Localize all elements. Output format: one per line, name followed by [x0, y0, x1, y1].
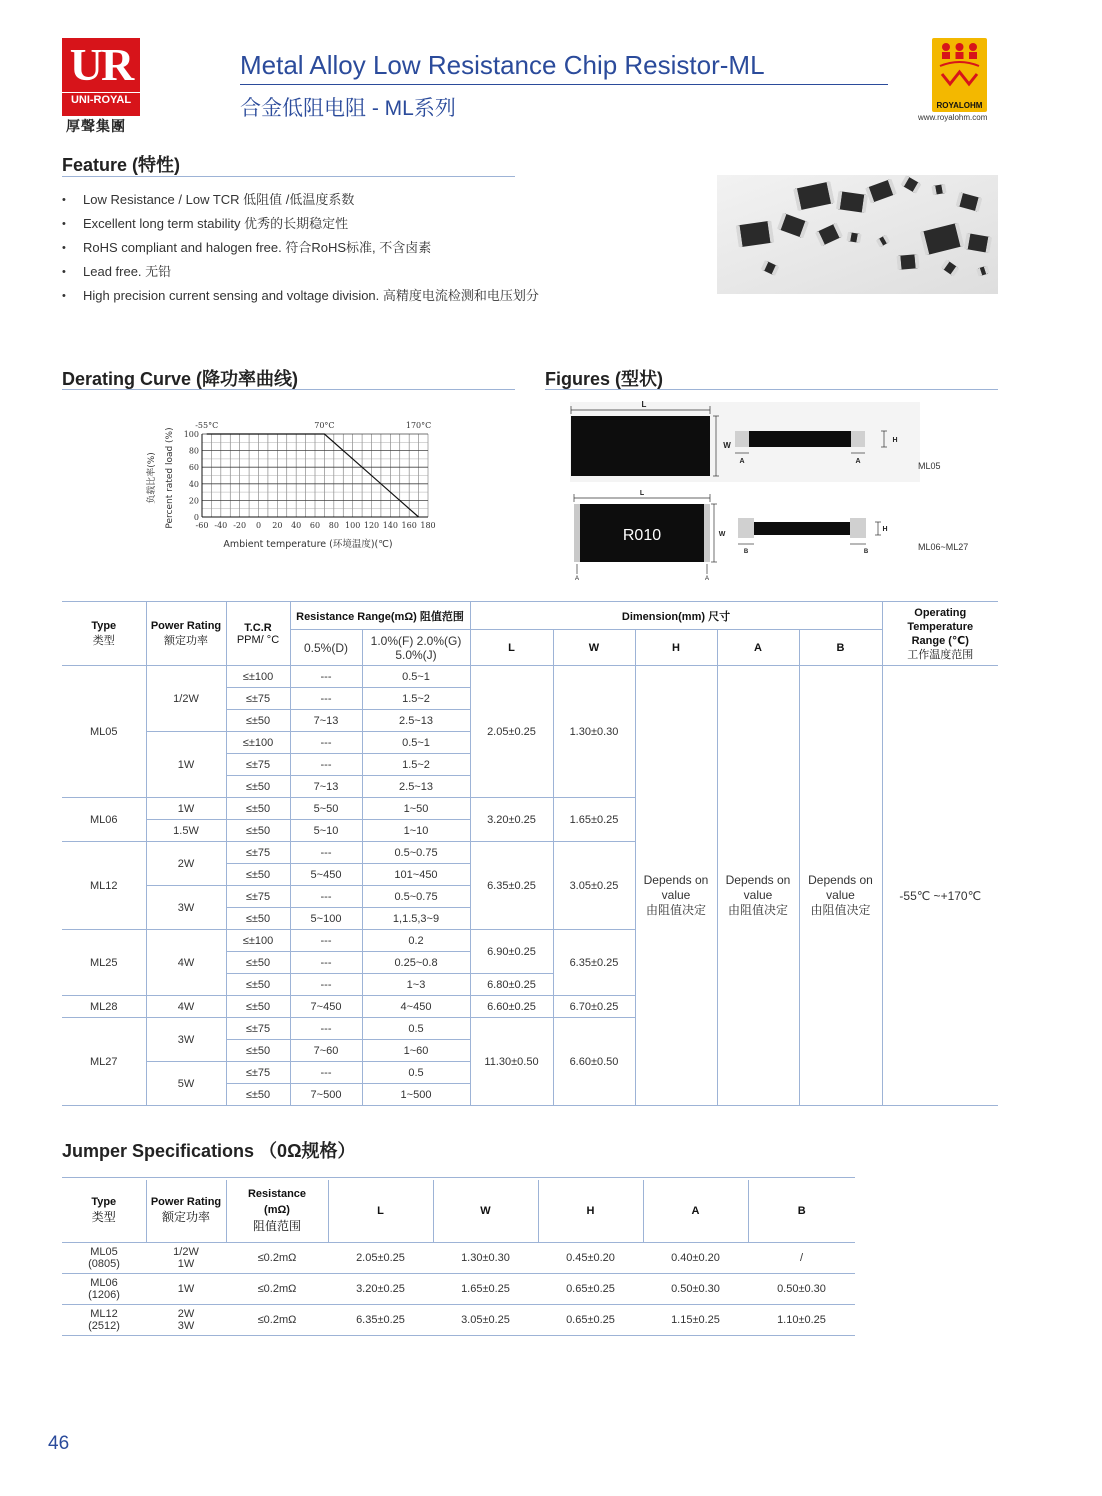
royalohm-brand-text: ROYALOHM [936, 101, 983, 110]
chart-grid [202, 434, 428, 517]
y-tick-label: 80 [188, 446, 199, 456]
logo-chinese-name: 厚聲集團 [66, 119, 126, 135]
feature-item: • Low Resistance / Low TCR 低阻值 /低温度系数 [62, 188, 539, 212]
x-tick-label: 180 [420, 521, 436, 530]
cell-tcr: ≤±75 [226, 754, 290, 776]
th-tcr: T.C.R PPM/ °C [226, 602, 290, 666]
jt-cell-l: 6.35±0.25 [328, 1304, 433, 1335]
logo-uni-royal-text: UNI-ROYAL [62, 92, 140, 107]
th-range-fgj: 1.0%(F) 2.0%(G) 5.0%(J) [362, 630, 470, 666]
th-operating-temp: Operating Temperature Range (℃) 工作温度范围 [882, 602, 998, 666]
depends-text: value [826, 888, 855, 902]
y-tick-label: 0 [193, 513, 199, 522]
cell-range-d: 7~450 [290, 996, 362, 1018]
x-tick-label: 60 [309, 521, 321, 530]
dim-b-label: B [863, 549, 869, 555]
jt-cell-res: ≤0.2mΩ [226, 1273, 328, 1304]
cell-tcr: ≤±50 [226, 710, 290, 732]
depends-text: Depends on [725, 873, 791, 887]
table-row [62, 666, 998, 688]
jt-th-l: L [328, 1180, 433, 1242]
x-tick-label: 0 [255, 521, 262, 530]
top-temp-label: -55°C [195, 421, 219, 430]
cell-power: 3W [146, 1018, 226, 1062]
cell-tcr: ≤±50 [226, 776, 290, 798]
cell-tcr: ≤±75 [226, 886, 290, 908]
cell-tcr: ≤±75 [226, 1018, 290, 1040]
cell-range-fgj: 0.5 [362, 1062, 470, 1084]
dim-h-label: H [882, 526, 888, 533]
cell-power: 3W [146, 886, 226, 930]
table-row [62, 1242, 855, 1273]
cell-range-d: --- [290, 930, 362, 952]
depends-text-cn: 由阻值决定 [810, 903, 871, 917]
dim-a-label: A [704, 576, 710, 582]
cell-range-d: --- [290, 842, 362, 864]
uni-royal-logo [62, 38, 140, 116]
th-type: Type 类型 [62, 602, 146, 666]
figures-heading: Figures (型状) [545, 369, 664, 389]
jt-cell-h: 0.65±0.25 [538, 1273, 643, 1304]
jt-cell-w: 1.65±0.25 [433, 1273, 538, 1304]
jt-cell-h: 0.45±0.20 [566, 1251, 615, 1264]
jt-cell-res: ≤0.2mΩ [226, 1304, 328, 1335]
x-tick-label: 40 [291, 521, 302, 530]
feature-item: • High precision current sensing and voltage division. 高精度电流检测和电压划分 [62, 284, 539, 308]
cell-l: 3.20±0.25 [470, 798, 553, 842]
royalohm-url: www.royalohm.com [918, 113, 988, 122]
cell-tcr: ≤±50 [226, 996, 290, 1018]
cell-range-d: --- [290, 1018, 362, 1040]
th-resistance-range: Resistance Range(mΩ) 阻值范围 [290, 602, 470, 630]
dim-h-label: H [892, 437, 898, 444]
jt-cell-type: ML06 (1206) [62, 1273, 146, 1304]
cell-range-fgj: 0.5~0.75 [362, 886, 470, 908]
cell-range-d: --- [290, 886, 362, 908]
cell-range-d: --- [290, 688, 362, 710]
cell-power: 1.5W [146, 820, 226, 842]
x-tick-label: 120 [363, 521, 380, 530]
jt-cell-a: 0.40±0.20 [671, 1251, 720, 1264]
cell-power: 4W [146, 930, 226, 996]
x-axis-label: Ambient temperature (环境温度)(℃) [223, 539, 393, 550]
cell-range-d: --- [290, 754, 362, 776]
cell-l: 6.80±0.25 [470, 974, 553, 996]
cell-range-fgj: 2.5~13 [362, 710, 470, 732]
feature-divider [62, 176, 515, 177]
figure-label-ml06-ml27: ML06~ML27 [918, 542, 969, 552]
cell-tcr: ≤±50 [226, 1040, 290, 1062]
cell-range-fgj: 4~450 [362, 996, 470, 1018]
th-b: B [799, 630, 882, 666]
depends-text: value [661, 888, 691, 902]
ml05-side-view [735, 431, 865, 447]
top-temp-label: 70°C [314, 421, 335, 430]
jt-cell-l: 2.05±0.25 [356, 1251, 405, 1264]
jt-cell-power: 2W 3W [146, 1304, 226, 1335]
specification-table [62, 601, 998, 1106]
product-photo [717, 175, 998, 294]
cell-range-d: 7~13 [290, 710, 362, 732]
cell-tcr: ≤±50 [226, 952, 290, 974]
cell-w: 1.30±0.30 [553, 666, 635, 798]
cell-h-depends [635, 666, 717, 1106]
th-range-d: 0.5%(D) [290, 630, 362, 666]
cell-range-d: 5~100 [290, 908, 362, 930]
cell-tcr: ≤±75 [226, 842, 290, 864]
jumper-divider [62, 1177, 855, 1178]
cell-range-fgj: 1,1.5,3~9 [362, 908, 470, 930]
x-tick-label: 20 [272, 521, 283, 530]
jt-cell-w: 3.05±0.25 [433, 1304, 538, 1335]
dim-a-label: A [574, 576, 580, 582]
jt-cell-b: 0.50±0.30 [748, 1273, 855, 1304]
royalohm-logo [932, 38, 987, 112]
cell-range-d: --- [290, 974, 362, 996]
cell-type: ML27 [62, 1018, 146, 1106]
jt-th-resistance: Resistance (mΩ) 阻值范围 [226, 1180, 328, 1242]
figure-label-ml05: ML05 [918, 461, 941, 471]
cell-range-d: --- [290, 952, 362, 974]
cell-range-fgj: 0.5~0.75 [362, 842, 470, 864]
jt-cell-h: 0.65±0.25 [538, 1304, 643, 1335]
cell-type: ML25 [62, 930, 146, 996]
cell-range-d: 7~60 [290, 1040, 362, 1062]
cell-range-fgj: 0.5~1 [362, 666, 470, 688]
jt-cell-power: 1W [146, 1273, 226, 1304]
cell-power: 1/2W [146, 666, 226, 732]
cell-range-fgj: 0.5 [362, 1018, 470, 1040]
jt-cell-type: ML05 (0805) [88, 1245, 120, 1270]
ml05-top-view [571, 416, 710, 476]
jt-cell-a: 0.50±0.30 [643, 1273, 748, 1304]
cell-l: 6.35±0.25 [470, 842, 553, 930]
cell-tcr: ≤±50 [226, 864, 290, 886]
jt-cell-a: 1.15±0.25 [643, 1304, 748, 1335]
y-tick-label: 100 [183, 430, 199, 439]
y-axis-label-cn: 负载比率(%) [147, 452, 157, 504]
cell-type: ML12 [62, 842, 146, 930]
title-divider [240, 84, 888, 85]
jt-cell-type: ML12 (2512) [62, 1304, 146, 1335]
cell-range-fgj: 0.5~1 [362, 732, 470, 754]
feature-item: • RoHS compliant and halogen free. 符合RoHS标准, 不含卤素 [62, 236, 539, 260]
dim-l-label: L [639, 490, 645, 497]
jt-th-a: A [643, 1180, 748, 1242]
cell-w: 1.65±0.25 [553, 798, 635, 842]
derating-heading: Derating Curve (降功率曲线) [62, 369, 299, 389]
cell-range-d: 7~13 [290, 776, 362, 798]
page-subtitle: 合金低阻电阻 - ML系列 [240, 97, 456, 120]
cell-tcr: ≤±100 [226, 666, 290, 688]
th-power-rating: Power Rating 额定功率 [146, 602, 226, 666]
cell-b-depends [799, 666, 882, 1106]
cell-type: ML05 [89, 725, 118, 738]
cell-range-fgj: 0.25~0.8 [362, 952, 470, 974]
feature-item: • Excellent long term stability 优秀的长期稳定性 [62, 212, 539, 236]
feature-list [62, 188, 539, 308]
cell-range-fgj: 1~3 [362, 974, 470, 996]
top-temp-label: 170°C [405, 421, 432, 430]
cell-tcr: ≤±50 [226, 820, 290, 842]
x-tick-label: -20 [233, 521, 247, 530]
cell-tcr: ≤±75 [226, 1062, 290, 1084]
cell-w: 3.05±0.25 [553, 842, 635, 930]
ml06-side-view [738, 522, 866, 535]
y-tick-label: 60 [188, 463, 199, 473]
cell-range-fgj: 101~450 [362, 864, 470, 886]
cell-range-fgj: 0.2 [362, 930, 470, 952]
th-dimension: Dimension(mm) 尺寸 [470, 602, 882, 630]
depends-text: Depends on [643, 873, 709, 887]
jt-th-b: B [748, 1180, 855, 1242]
logo-ur-text: UR [69, 39, 133, 90]
cell-l: 2.05±0.25 [470, 666, 553, 798]
jt-cell-power: 1/2W 1W [173, 1245, 199, 1270]
cell-power: 1W [146, 732, 226, 798]
cell-tcr: ≤±50 [226, 1084, 290, 1106]
th-a: A [717, 630, 799, 666]
dim-a-label: A [739, 458, 745, 465]
jt-th-w: W [433, 1180, 538, 1242]
depends-text-cn: 由阻值决定 [727, 903, 788, 917]
cell-l: 6.90±0.25 [470, 930, 553, 974]
cell-range-d: 5~10 [290, 820, 362, 842]
jumper-table [62, 1180, 855, 1336]
depends-text-cn: 由阻值决定 [645, 903, 706, 917]
x-tick-label: -60 [195, 521, 209, 530]
th-l: L [470, 630, 553, 666]
x-tick-label: 160 [401, 521, 417, 530]
cell-w: 6.35±0.25 [553, 930, 635, 996]
cell-tcr: ≤±75 [226, 688, 290, 710]
dim-w-label: W [723, 441, 731, 450]
cell-tcr: ≤±100 [226, 732, 290, 754]
cell-power: 2W [146, 842, 226, 886]
cell-tcr: ≤±50 [226, 908, 290, 930]
cell-range-fgj: 2.5~13 [362, 776, 470, 798]
cell-tcr: ≤±100 [226, 930, 290, 952]
dimension-figures [560, 396, 1000, 586]
table-row [62, 1304, 855, 1335]
jt-cell-b: / [799, 1251, 804, 1264]
dim-a-label: A [855, 458, 861, 465]
jt-cell-res: ≤0.2mΩ [257, 1251, 297, 1264]
y-tick-label: 40 [188, 479, 199, 489]
dim-b-label: B [743, 549, 749, 555]
figures-divider [545, 389, 998, 390]
cell-w: 6.60±0.50 [553, 1018, 635, 1106]
jt-cell-l: 3.20±0.25 [328, 1273, 433, 1304]
cell-range-fgj: 1.5~2 [362, 688, 470, 710]
royalohm-emblem-icon [932, 38, 987, 112]
cell-range-d: 7~500 [290, 1084, 362, 1106]
dim-l-label: L [641, 400, 647, 409]
depends-text: value [743, 888, 773, 902]
table-row [62, 1273, 855, 1304]
cell-power: 1W [146, 798, 226, 820]
feature-heading: Feature (特性) [62, 155, 181, 175]
derating-divider [62, 389, 515, 390]
x-tick-label: 100 [345, 521, 361, 530]
cell-type: ML28 [62, 996, 146, 1018]
cell-tcr: ≤±50 [226, 798, 290, 820]
y-axis-label: Percent rated load (%) [165, 427, 175, 529]
cell-range-d: --- [290, 1062, 362, 1084]
depends-text: Depends on [808, 873, 873, 887]
x-tick-label: 80 [328, 521, 339, 530]
cell-operating-temp: -55℃ ~+170℃ [882, 666, 998, 1106]
cell-range-d: 5~450 [290, 864, 362, 886]
x-tick-label: -40 [214, 521, 228, 530]
y-tick-label: 20 [188, 496, 199, 506]
jt-th-h: H [538, 1180, 643, 1242]
cell-range-fgj: 1~500 [362, 1084, 470, 1106]
derating-chart [140, 410, 460, 560]
cell-range-fgj: 1~60 [362, 1040, 470, 1062]
th-h: H [635, 630, 717, 666]
x-tick-label: 140 [382, 521, 398, 530]
cell-l: 6.60±0.25 [470, 996, 553, 1018]
cell-l: 11.30±0.50 [470, 1018, 553, 1106]
cell-range-fgj: 1~50 [362, 798, 470, 820]
jt-th-type: Type 类型 [62, 1180, 146, 1242]
jt-th-power: Power Rating 额定功率 [146, 1180, 226, 1242]
jt-cell-w: 1.30±0.30 [461, 1251, 510, 1264]
cell-range-fgj: 1~10 [362, 820, 470, 842]
page-number: 46 [48, 1433, 70, 1454]
cell-range-fgj: 1.5~2 [362, 754, 470, 776]
th-w: W [553, 630, 635, 666]
cell-range-d: --- [290, 732, 362, 754]
page-title: Metal Alloy Low Resistance Chip Resistor-ML [240, 50, 765, 80]
jt-cell-b: 1.10±0.25 [748, 1304, 855, 1335]
jumper-heading: Jumper Specifications （0Ω规格） [62, 1141, 356, 1161]
cell-power: 4W [146, 996, 226, 1018]
resistor-marking: R010 [622, 527, 662, 544]
cell-power: 5W [146, 1062, 226, 1106]
dim-w-label: W [718, 531, 726, 538]
cell-type: ML06 [62, 798, 146, 842]
cell-w: 6.70±0.25 [553, 996, 635, 1018]
cell-range-d: 5~50 [290, 798, 362, 820]
cell-a-depends [717, 666, 799, 1106]
cell-tcr: ≤±50 [226, 974, 290, 996]
cell-range-d: --- [290, 666, 362, 688]
feature-item: • Lead free. 无铅 [62, 260, 539, 284]
